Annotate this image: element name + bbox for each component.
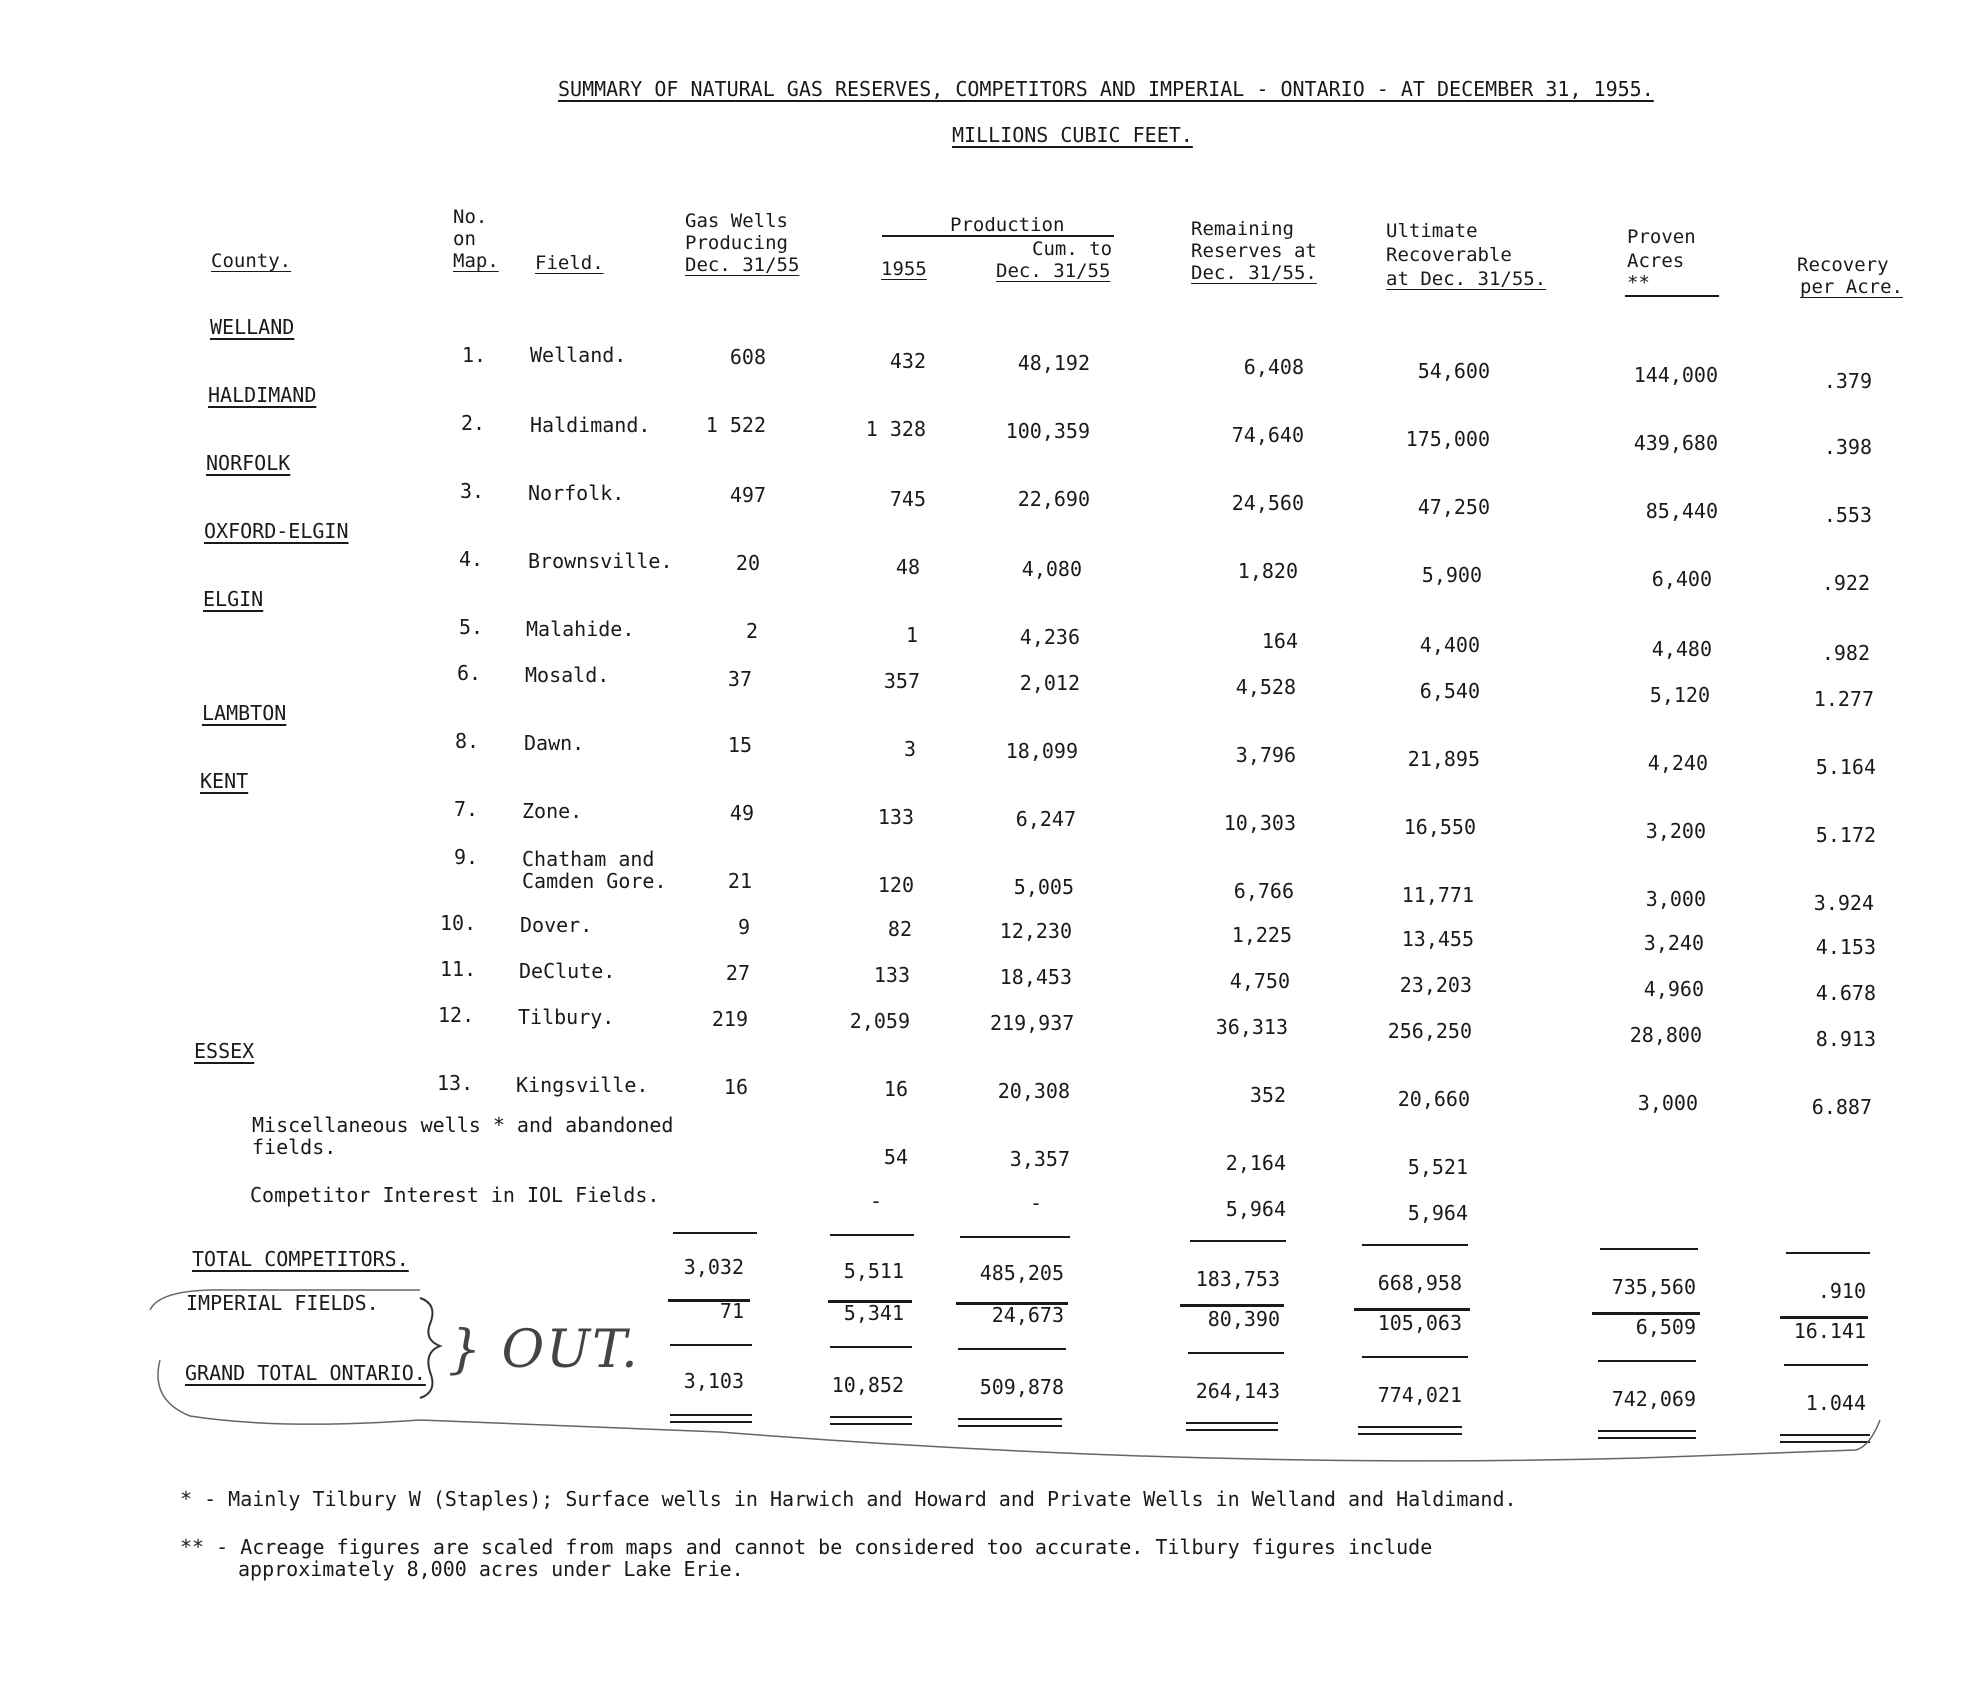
row-8-wells: 49: [729, 801, 754, 825]
imperial-fields-1955: 5,341: [843, 1301, 904, 1325]
double-rule-cum: [958, 1418, 1062, 1427]
row-5-ult: 4,400: [1419, 633, 1480, 657]
row-9-cum: 5,005: [1013, 875, 1074, 899]
row-11-wells: 27: [725, 961, 750, 985]
row-5-cum: 4,236: [1019, 625, 1080, 649]
row-13-rem: 352: [1249, 1083, 1286, 1107]
row-2-ult: 175,000: [1405, 427, 1490, 451]
row-1-map: 1.: [462, 343, 487, 367]
rule-cum-1: [960, 1236, 1070, 1238]
grand-total-cum: 509,878: [979, 1375, 1064, 1399]
row-4-acres: 6,400: [1651, 567, 1712, 591]
imperial-fields-ult: 105,063: [1377, 1311, 1462, 1335]
row-1-cum: 48,192: [1017, 351, 1090, 375]
imperial-fields-wells: 71: [719, 1299, 744, 1323]
double-rule-wells: [670, 1414, 752, 1423]
row-2-acres: 439,680: [1633, 431, 1718, 455]
header-gas-wells-line1: Gas Wells: [685, 210, 788, 232]
header-recovery-line1: Recovery: [1797, 254, 1889, 276]
row-2-rec: .398: [1823, 435, 1872, 459]
grand-total-ult: 774,021: [1377, 1383, 1462, 1407]
row-10-acres: 3,240: [1643, 931, 1704, 955]
row-11-field: DeClute.: [519, 959, 616, 983]
imperial-fields-rem: 80,390: [1207, 1307, 1280, 1331]
row-11-rem: 4,750: [1229, 969, 1290, 993]
row-13-field: Kingsville.: [516, 1073, 649, 1097]
row-9-acres: 3,000: [1645, 887, 1706, 911]
header-cum-line1: Cum. to: [1032, 238, 1113, 260]
header-map-no-line3: Map.: [453, 250, 499, 272]
header-field: Field.: [535, 252, 604, 274]
rule-wells-2: [670, 1344, 752, 1346]
row-13-1955: 16: [883, 1077, 908, 1101]
rule-acres-1: [1600, 1248, 1698, 1250]
row-6-map: 6.: [457, 661, 482, 685]
row-11-map: 11.: [440, 957, 477, 981]
rule-rec-1: [1786, 1252, 1870, 1254]
row-13-ult: 20,660: [1397, 1087, 1470, 1111]
row-5-map: 5.: [459, 615, 484, 639]
row-1-wells: 608: [729, 345, 766, 369]
county-oxford-elgin: OXFORD-ELGIN: [204, 519, 349, 543]
header-cum-line2: Dec. 31/55: [996, 260, 1111, 282]
rule-1955-2: [830, 1346, 912, 1348]
row-7-1955: 3: [903, 737, 916, 761]
row-12-rem: 36,313: [1215, 1015, 1288, 1039]
total-competitors-label: TOTAL COMPETITORS.: [192, 1247, 409, 1271]
row-4-1955: 48: [895, 555, 920, 579]
rule-ult-2: [1362, 1356, 1468, 1358]
misc-label-line1: Miscellaneous wells * and abandoned: [252, 1113, 674, 1137]
row-10-wells: 9: [737, 915, 750, 939]
row-6-ult: 6,540: [1419, 679, 1480, 703]
row-5-acres: 4,480: [1651, 637, 1712, 661]
total-competitors-ult: 668,958: [1377, 1271, 1462, 1295]
row-1-rec: .379: [1823, 369, 1872, 393]
competitor-interest-1955: -: [870, 1189, 883, 1213]
header-remaining-line2: Reserves at: [1191, 240, 1317, 262]
double-rule-rem: [1186, 1422, 1278, 1431]
row-1-1955: 432: [889, 349, 926, 373]
header-map-no-line1: No.: [453, 206, 488, 228]
row-9-map: 9.: [454, 845, 479, 869]
footnote-double-star-line1: ** - Acreage figures are scaled from maps and cannot be considered too accurate. Tilbury figures include: [180, 1535, 1433, 1559]
misc-ult: 5,521: [1407, 1155, 1468, 1179]
header-production-1955: 1955: [881, 258, 927, 280]
row-6-cum: 2,012: [1019, 671, 1080, 695]
row-3-field: Norfolk.: [528, 481, 625, 505]
row-10-rem: 1,225: [1231, 923, 1292, 947]
rule-cum-2: [958, 1348, 1066, 1350]
row-3-cum: 22,690: [1017, 487, 1090, 511]
total-competitors-cum: 485,205: [979, 1261, 1064, 1285]
row-3-rec: .553: [1823, 503, 1872, 527]
row-2-field: Haldimand.: [530, 413, 651, 437]
row-11-rec: 4.678: [1815, 981, 1876, 1005]
production-rule: [882, 235, 1114, 237]
misc-cum: 3,357: [1009, 1147, 1070, 1171]
row-8-acres: 3,200: [1645, 819, 1706, 843]
row-13-wells: 16: [723, 1075, 748, 1099]
row-6-rec: 1.277: [1813, 687, 1874, 711]
row-7-wells: 15: [727, 733, 752, 757]
row-9-rec: 3.924: [1813, 891, 1874, 915]
row-12-map: 12.: [438, 1003, 475, 1027]
header-proven-line3: **: [1627, 272, 1650, 294]
row-11-1955: 133: [873, 963, 910, 987]
row-7-cum: 18,099: [1005, 739, 1078, 763]
header-ultimate-line2: Recoverable: [1386, 244, 1512, 266]
double-rule-1955: [830, 1416, 912, 1425]
competitor-interest-label: Competitor Interest in IOL Fields.: [250, 1183, 660, 1207]
row-9-wells: 21: [727, 869, 752, 893]
imperial-fields-acres: 6,509: [1635, 1315, 1696, 1339]
row-4-field: Brownsville.: [528, 549, 673, 573]
rule-rem-2: [1188, 1352, 1284, 1354]
document-title: SUMMARY OF NATURAL GAS RESERVES, COMPETITORS AND IMPERIAL - ONTARIO - AT DECEMBER 31, 1955.: [558, 77, 1654, 101]
row-13-rec: 6.887: [1811, 1095, 1872, 1119]
row-4-rec: .922: [1821, 571, 1870, 595]
row-4-ult: 5,900: [1421, 563, 1482, 587]
row-2-cum: 100,359: [1005, 419, 1090, 443]
row-10-rec: 4.153: [1815, 935, 1876, 959]
row-6-rem: 4,528: [1235, 675, 1296, 699]
row-1-ult: 54,600: [1417, 359, 1490, 383]
row-8-rec: 5.172: [1815, 823, 1876, 847]
rule-1955-1: [830, 1234, 914, 1236]
row-8-map: 7.: [454, 797, 479, 821]
row-5-rec: .982: [1821, 641, 1870, 665]
header-remaining-line1: Remaining: [1191, 218, 1294, 240]
row-10-map: 10.: [440, 911, 477, 935]
row-1-rem: 6,408: [1243, 355, 1304, 379]
row-9-field: Chatham and: [522, 847, 655, 871]
row-7-ult: 21,895: [1407, 747, 1480, 771]
proven-rule: [1625, 295, 1719, 297]
row-8-cum: 6,247: [1015, 807, 1076, 831]
county-welland: WELLAND: [210, 315, 295, 339]
row-6-field: Mosald.: [525, 663, 610, 687]
row-6-1955: 357: [883, 669, 920, 693]
row-6-acres: 5,120: [1649, 683, 1710, 707]
rule-rem-1: [1190, 1240, 1286, 1242]
grand-total-acres: 742,069: [1611, 1387, 1696, 1411]
row-12-wells: 219: [711, 1007, 748, 1031]
imperial-fields-label: IMPERIAL FIELDS.: [186, 1291, 379, 1315]
footnote-double-star-line2: approximately 8,000 acres under Lake Erie.: [238, 1557, 744, 1581]
county-lambton: LAMBTON: [202, 701, 287, 725]
row-7-field: Dawn.: [524, 731, 585, 755]
row-6-wells: 37: [727, 667, 752, 691]
row-11-cum: 18,453: [999, 965, 1072, 989]
rule-rec-2: [1784, 1364, 1868, 1366]
row-12-acres: 28,800: [1629, 1023, 1702, 1047]
row-5-field: Malahide.: [526, 617, 635, 641]
header-remaining-line3: Dec. 31/55.: [1191, 262, 1317, 284]
row-12-field: Tilbury.: [518, 1005, 615, 1029]
row-12-rec: 8.913: [1815, 1027, 1876, 1051]
competitor-interest-ult: 5,964: [1407, 1201, 1468, 1225]
row-11-acres: 4,960: [1643, 977, 1704, 1001]
rule-wells-1: [673, 1232, 757, 1234]
row-3-1955: 745: [889, 487, 926, 511]
row-7-rem: 3,796: [1235, 743, 1296, 767]
grand-total-rec: 1.044: [1805, 1391, 1866, 1415]
row-9-ult: 11,771: [1401, 883, 1474, 907]
row-2-wells: 1 522: [705, 413, 766, 437]
row-3-rem: 24,560: [1231, 491, 1304, 515]
county-kent: KENT: [200, 769, 249, 793]
row-3-acres: 85,440: [1645, 499, 1718, 523]
header-proven-line1: Proven: [1627, 226, 1696, 248]
row-4-wells: 20: [735, 551, 760, 575]
row-10-field: Dover.: [520, 913, 593, 937]
row-9-rem: 6,766: [1233, 879, 1294, 903]
total-competitors-rec: .910: [1817, 1279, 1866, 1303]
misc-1955: 54: [883, 1145, 908, 1169]
row-2-map: 2.: [461, 411, 486, 435]
grand-total-rem: 264,143: [1195, 1379, 1280, 1403]
row-9-field-line2: Camden Gore.: [522, 869, 667, 893]
row-8-field: Zone.: [522, 799, 583, 823]
row-4-cum: 4,080: [1021, 557, 1082, 581]
double-rule-rec: [1780, 1434, 1870, 1443]
footnote-single-star: * - Mainly Tilbury W (Staples); Surface wells in Harwich and Howard and Private Wells in Welland and Haldimand.: [180, 1487, 1517, 1511]
row-2-rem: 74,640: [1231, 423, 1304, 447]
row-12-cum: 219,937: [990, 1011, 1075, 1035]
header-gas-wells-line3: Dec. 31/55: [685, 254, 800, 276]
double-rule-ult: [1358, 1426, 1462, 1435]
misc-label-line2: fields.: [252, 1135, 337, 1159]
misc-rem: 2,164: [1225, 1151, 1286, 1175]
header-recovery-line2: per Acre.: [1800, 276, 1903, 298]
imperial-fields-rec: 16.141: [1793, 1319, 1866, 1343]
grand-total-1955: 10,852: [831, 1373, 904, 1397]
row-13-cum: 20,308: [997, 1079, 1070, 1103]
row-3-map: 3.: [460, 479, 485, 503]
header-production: Production: [950, 214, 1065, 236]
row-7-acres: 4,240: [1647, 751, 1708, 775]
row-10-cum: 12,230: [999, 919, 1072, 943]
document-subtitle: MILLIONS CUBIC FEET.: [952, 123, 1193, 147]
row-9-1955: 120: [877, 873, 914, 897]
row-8-ult: 16,550: [1403, 815, 1476, 839]
row-10-1955: 82: [887, 917, 912, 941]
row-5-wells: 2: [745, 619, 758, 643]
row-3-wells: 497: [729, 483, 766, 507]
row-5-1955: 1: [905, 623, 918, 647]
row-4-map: 4.: [459, 547, 484, 571]
county-elgin: ELGIN: [203, 587, 264, 611]
row-7-rec: 5.164: [1815, 755, 1876, 779]
total-competitors-acres: 735,560: [1611, 1275, 1696, 1299]
header-ultimate-line3: at Dec. 31/55.: [1386, 268, 1547, 290]
total-competitors-1955: 5,511: [843, 1259, 904, 1283]
row-7-map: 8.: [455, 729, 480, 753]
row-5-rem: 164: [1261, 629, 1298, 653]
imperial-fields-cum: 24,673: [991, 1303, 1064, 1327]
county-haldimand: HALDIMAND: [208, 383, 317, 407]
header-county: County.: [211, 250, 292, 272]
row-12-1955: 2,059: [849, 1009, 910, 1033]
rule-acres-2: [1598, 1360, 1696, 1362]
row-10-ult: 13,455: [1401, 927, 1474, 951]
rule-ult-1: [1362, 1244, 1468, 1246]
county-essex: ESSEX: [194, 1039, 255, 1063]
row-11-ult: 23,203: [1399, 973, 1472, 997]
competitor-interest-cum: -: [1030, 1191, 1043, 1215]
total-competitors-wells: 3,032: [683, 1255, 744, 1279]
row-8-rem: 10,303: [1223, 811, 1296, 835]
total-competitors-rem: 183,753: [1195, 1267, 1280, 1291]
double-rule-acres: [1598, 1430, 1696, 1439]
header-map-no-line2: on: [453, 228, 476, 250]
row-8-1955: 133: [877, 805, 914, 829]
row-1-acres: 144,000: [1633, 363, 1718, 387]
row-3-ult: 47,250: [1417, 495, 1490, 519]
row-13-acres: 3,000: [1637, 1091, 1698, 1115]
handwritten-out-note: } OUT.: [448, 1320, 640, 1380]
row-13-map: 13.: [437, 1071, 474, 1095]
grand-total-label: GRAND TOTAL ONTARIO.: [185, 1361, 426, 1385]
row-12-ult: 256,250: [1387, 1019, 1472, 1043]
row-4-rem: 1,820: [1237, 559, 1298, 583]
row-1-field: Welland.: [530, 343, 627, 367]
county-norfolk: NORFOLK: [206, 451, 291, 475]
header-proven-line2: Acres: [1627, 250, 1685, 272]
row-2-1955: 1 328: [865, 417, 926, 441]
competitor-interest-rem: 5,964: [1225, 1197, 1286, 1221]
header-gas-wells-line2: Producing: [685, 232, 788, 254]
header-ultimate-line1: Ultimate: [1386, 220, 1478, 242]
grand-total-wells: 3,103: [683, 1369, 744, 1393]
